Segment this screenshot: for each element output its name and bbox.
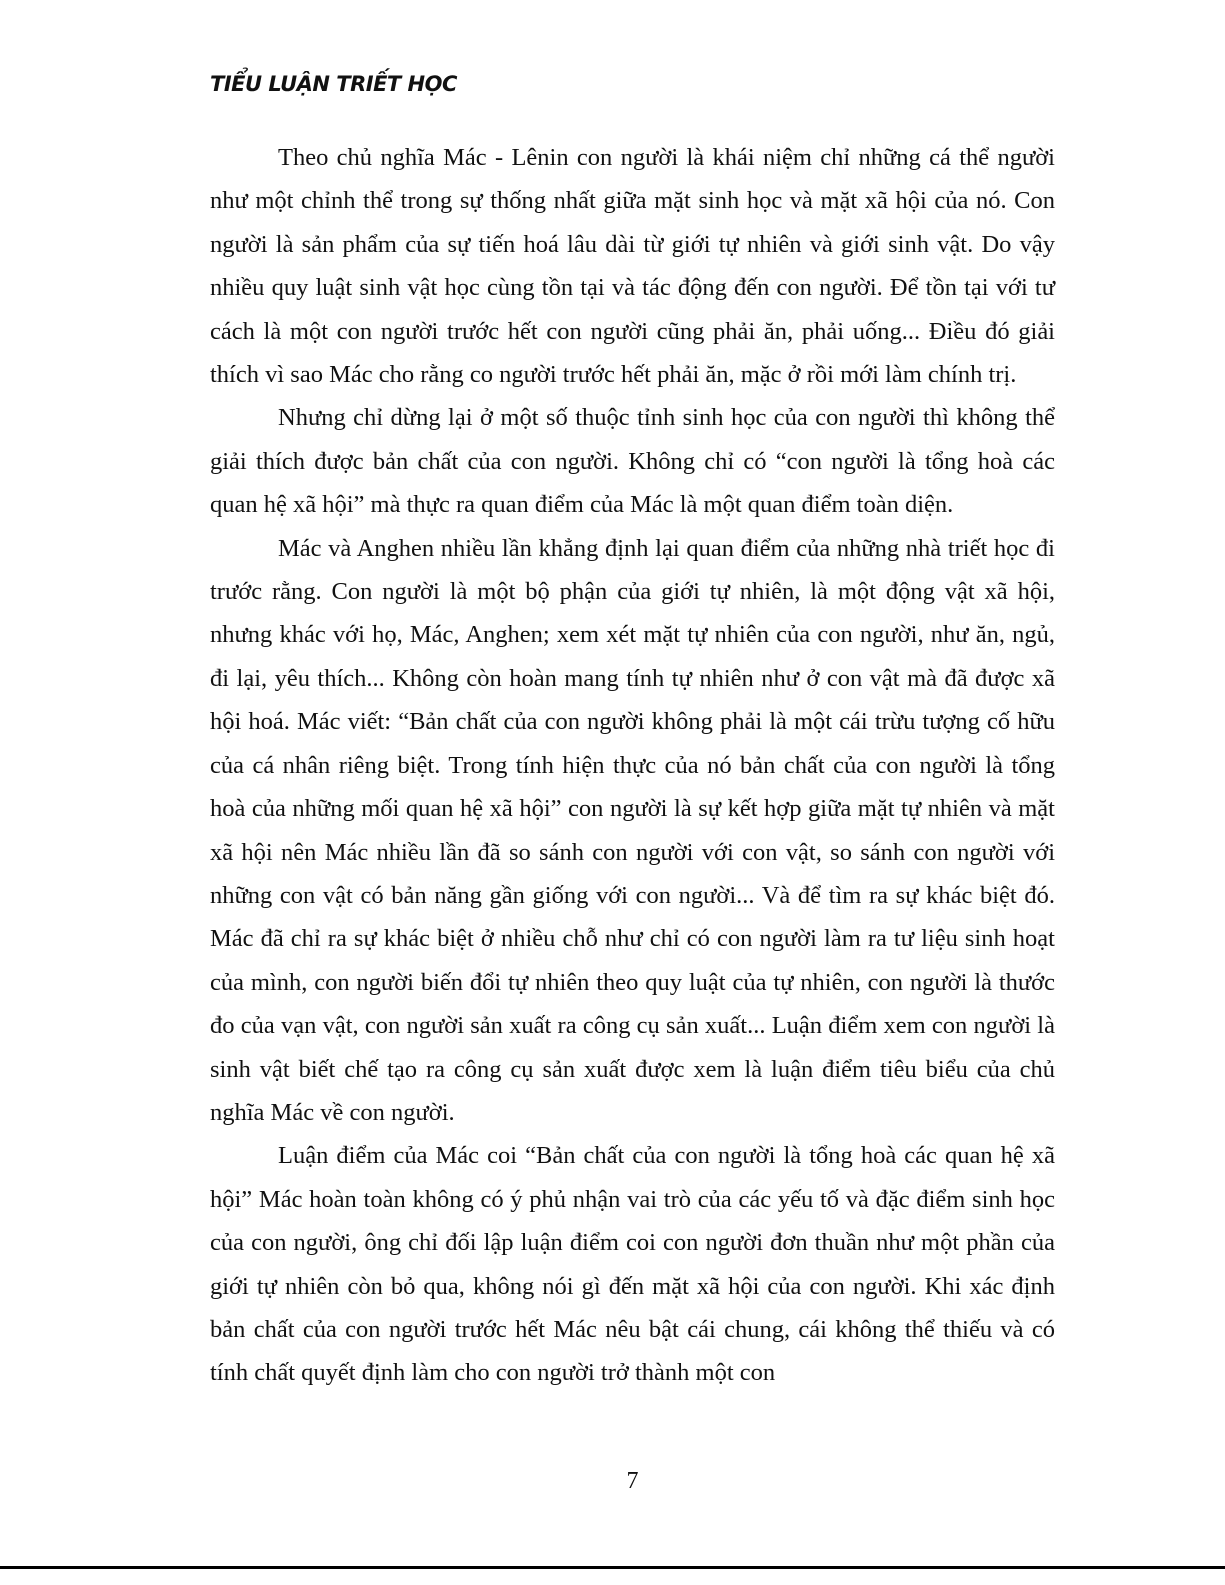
paragraph-3: Mác và Anghen nhiều lần khẳng định lại quan điểm của những nhà triết học đi trước rằng. Con người là một bộ phận của giới tự nhiên, là một động vật xã hội, nhưng khác với họ, Mác, Anghen; xem xét mặt tự nhiên của con người, như ăn, ngủ, đi lại, yêu thích... Không còn hoàn mang tính tự nhiên như ở con vật mà đã được xã hội hoá. Mác viết: “Bản chất của con người không phải là một cái trừu tượng cố hữu của cá nhân riêng biệt. Trong tính hiện thực của nó bản chất của con người là tổng hoà của những mối quan hệ xã hội” con người là sự kết hợp giữa mặt tự nhiên và mặt xã hội nên Mác nhiều lần đã so sánh con người với con vật, so sánh con người với những con vật có bản năng gần giống với con người... Và để tìm ra sự khác biệt đó. Mác đã chỉ ra sự khác biệt ở nhiều chỗ như chỉ có con người làm ra tư liệu sinh hoạt của mình, con người biến đổi tự nhiên theo quy luật của tự nhiên, con người là thước đo của vạn vật, con người sản xuất ra công cụ sản xuất... Luận điểm xem con người là sinh vật biết chế tạo ra công cụ sản xuất được xem là luận điểm tiêu biểu của chủ nghĩa Mác về con người. [210,534,1055,1126]
paragraph-2: Nhưng chỉ dừng lại ở một số thuộc tỉnh sinh học của con người thì không thể giải thích được bản chất của con người. Không chỉ có “con người là tổng hoà các quan hệ xã hội” mà thực ra quan điểm của Mác là một quan điểm toàn diện. [210,404,1055,519]
bottom-border-line [0,1566,1225,1569]
page-number: 7 [626,1468,639,1494]
paragraph-1: Theo chủ nghĩa Mác - Lênin con người là khái niệm chỉ những cá thể người như một chỉnh thể trong sự thống nhất giữa mặt sinh học và mặt xã hội của nó. Con người là sản phẩm của sự tiến hoá lâu dài từ giới tự nhiên và giới sinh vật. Do vậy nhiều quy luật sinh vật học cùng tồn tại và tác động đến con người. Để tồn tại với tư cách là một con người trước hết con người cũng phải ăn, phải uống... Điều đó giải thích vì sao Mác cho rằng co người trước hết phải ăn, mặc ở rồi mới làm chính trị. [210,144,1055,389]
body-text [210,136,1055,1395]
paragraph-4: Luận điểm của Mác coi “Bản chất của con người là tổng hoà các quan hệ xã hội” Mác hoàn toàn không có ý phủ nhận vai trò của các yếu tố và đặc điểm sinh học của con người, ông chỉ đối lập luận điểm coi con người đơn thuần như một phần của giới tự nhiên còn bỏ qua, không nói gì đến mặt xã hội của con người. Khi xác định bản chất của con người trước hết Mác nêu bật cái chung, cái không thể thiếu và có tính chất quyết định làm cho con người trở thành một con [210,1142,1055,1387]
running-header-title: TIỂU LUẬN TRIẾT HỌC [210,72,457,96]
